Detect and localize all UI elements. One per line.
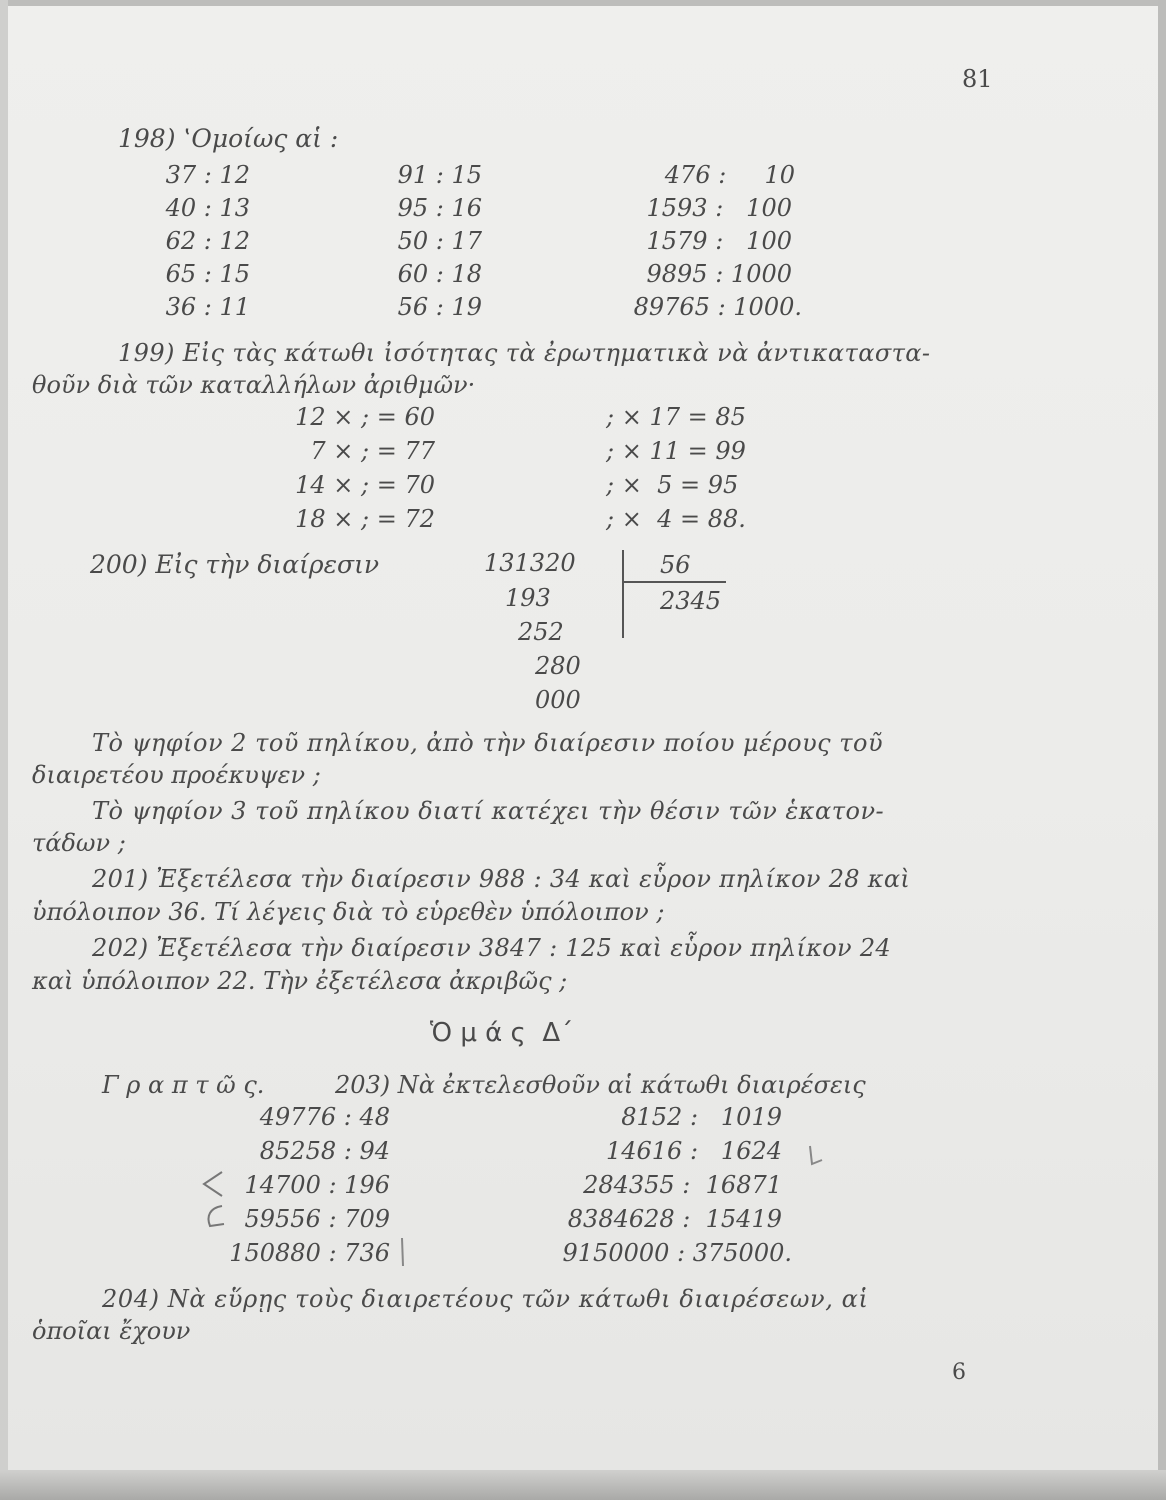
ex199-right-row3: ; × 5 = 95 bbox=[606, 471, 739, 499]
ex203-col1-row4: 59556 : 709 bbox=[244, 1205, 390, 1233]
ex199-left-row4: 18 × ; = 72 bbox=[295, 505, 435, 533]
page-edge-top bbox=[0, 0, 1166, 6]
ex200-question2-line1: Τὸ ψηφίον 3 τοῦ πηλίκου διατί κατέχει τὴν θέσιν τῶν ἑκατον- bbox=[92, 797, 885, 825]
ex201-line1: 201) Ἐξετέλεσα τὴν διαίρεσιν 988 : 34 καὶ εὗρον πηλίκον 28 καὶ bbox=[92, 865, 911, 893]
ex199-left-row2: 7 × ; = 77 bbox=[310, 437, 435, 465]
ex198-col1-row5: 36 : 11 bbox=[165, 293, 250, 321]
ex198-col3-row2: 1593 : 100 bbox=[646, 194, 792, 222]
ex202-line2: καὶ ὑπόλοιπον 22. Τὴν ἐξετέλεσα ἀκριβῶς ; bbox=[32, 967, 568, 995]
ex200-quotient: 2345 bbox=[660, 587, 722, 615]
pencil-check-marks bbox=[196, 1168, 232, 1238]
ex200-dividend: 131320 bbox=[484, 549, 576, 577]
ex203-col2-row3: 284355 : 16871 bbox=[583, 1171, 782, 1199]
ex200-question1-line2: διαιρετέου προέκυψεν ; bbox=[32, 761, 321, 789]
pencil-tick-mark bbox=[396, 1236, 410, 1270]
ex198-col3-row5: 89765 : 1000. bbox=[633, 293, 802, 321]
ex203-col1-row5: 150880 : 736 bbox=[229, 1239, 390, 1267]
ex199-left-row1: 12 × ; = 60 bbox=[295, 403, 435, 431]
group-heading: Ὁ μ ά ς Δ΄ bbox=[430, 1018, 574, 1048]
ex204-line2: ὁποῖαι ἔχουν bbox=[32, 1317, 191, 1345]
ex198-col3-row4: 9895 : 1000 bbox=[646, 260, 792, 288]
ex199-line2: θοῦν διὰ τῶν καταλλήλων ἀριθμῶν· bbox=[32, 371, 476, 399]
ex199-right-row1: ; × 17 = 85 bbox=[606, 403, 746, 431]
ex198-col1-row2: 40 : 13 bbox=[165, 194, 250, 222]
ex200-step2: 252 bbox=[518, 618, 564, 646]
ex203-col2-row1: 8152 : 1019 bbox=[621, 1103, 782, 1131]
ex198-col2-row5: 56 : 19 bbox=[397, 293, 482, 321]
ex198-col1-row3: 62 : 12 bbox=[165, 227, 250, 255]
division-horizontal-rule bbox=[622, 581, 726, 583]
ex198-col2-row3: 50 : 17 bbox=[397, 227, 482, 255]
ex200-question1-line1: Τὸ ψηφίον 2 τοῦ πηλίκου, ἀπὸ τὴν διαίρεσιν ποίου μέρους τοῦ bbox=[92, 729, 884, 757]
page-number: 81 bbox=[962, 65, 993, 93]
pencil-margin-mark bbox=[804, 1144, 826, 1168]
ex198-label: 198) ‛Ομοίως αἱ : bbox=[118, 124, 339, 153]
ex200-step3: 280 bbox=[535, 652, 581, 680]
ex198-col1-row1: 37 : 12 bbox=[165, 161, 250, 189]
ex201-line2: ὑπόλοιπον 36. Τί λέγεις διὰ τὸ εὑρεθὲν ὑπόλοιπον ; bbox=[32, 898, 665, 926]
ex203-col1-row2: 85258 : 94 bbox=[259, 1137, 390, 1165]
ex198-col2-row4: 60 : 18 bbox=[397, 260, 482, 288]
ex198-col3-row1: 476 : 10 bbox=[664, 161, 795, 189]
ex200-divisor: 56 bbox=[660, 551, 691, 579]
ex200-step1: 193 bbox=[505, 584, 551, 612]
ex203-prefix: Γ ρ α π τ ῶ ς. bbox=[102, 1071, 265, 1099]
ex204-line1: 204) Νὰ εὕρῃς τοὺς διαιρετέους τῶν κάτωθι διαιρέσεων, αἱ bbox=[102, 1285, 869, 1313]
signature-number: 6 bbox=[952, 1360, 966, 1385]
ex203-col2-row2: 14616 : 1624 bbox=[605, 1137, 782, 1165]
ex200-label: 200) Εἰς τὴν διαίρεσιν bbox=[90, 550, 380, 579]
ex198-col3-row3: 1579 : 100 bbox=[646, 227, 792, 255]
ex199-right-row4: ; × 4 = 88. bbox=[606, 505, 746, 533]
ex203-col2-row4: 8384628 : 15419 bbox=[567, 1205, 782, 1233]
ex203-col2-row5: 9150000 : 375000. bbox=[562, 1239, 792, 1267]
ex200-step4: 000 bbox=[535, 686, 581, 714]
division-vertical-rule bbox=[622, 550, 624, 638]
ex203-col1-row3: 14700 : 196 bbox=[244, 1171, 390, 1199]
ex202-line1: 202) Ἐξετέλεσα τὴν διαίρεσιν 3847 : 125 καὶ εὗρον πηλίκον 24 bbox=[92, 934, 891, 962]
page-edge-right bbox=[1158, 0, 1166, 1500]
ex199-left-row3: 14 × ; = 70 bbox=[295, 471, 435, 499]
ex199-line1: 199) Εἰς τὰς κάτωθι ἰσότητας τὰ ἐρωτηματικὰ νὰ ἀντικαταστα- bbox=[118, 339, 931, 367]
ex203-label: 203) Νὰ ἐκτελεσθοῦν αἱ κάτωθι διαιρέσεις bbox=[335, 1071, 866, 1099]
ex198-col2-row1: 91 : 15 bbox=[397, 161, 482, 189]
ex200-question2-line2: τάδων ; bbox=[32, 829, 126, 857]
page-edge-bottom bbox=[0, 1470, 1166, 1500]
ex198-col1-row4: 65 : 15 bbox=[165, 260, 250, 288]
ex198-col2-row2: 95 : 16 bbox=[397, 194, 482, 222]
ex203-col1-row1: 49776 : 48 bbox=[259, 1103, 390, 1131]
ex199-right-row2: ; × 11 = 99 bbox=[606, 437, 746, 465]
page-edge-left bbox=[0, 0, 8, 1500]
